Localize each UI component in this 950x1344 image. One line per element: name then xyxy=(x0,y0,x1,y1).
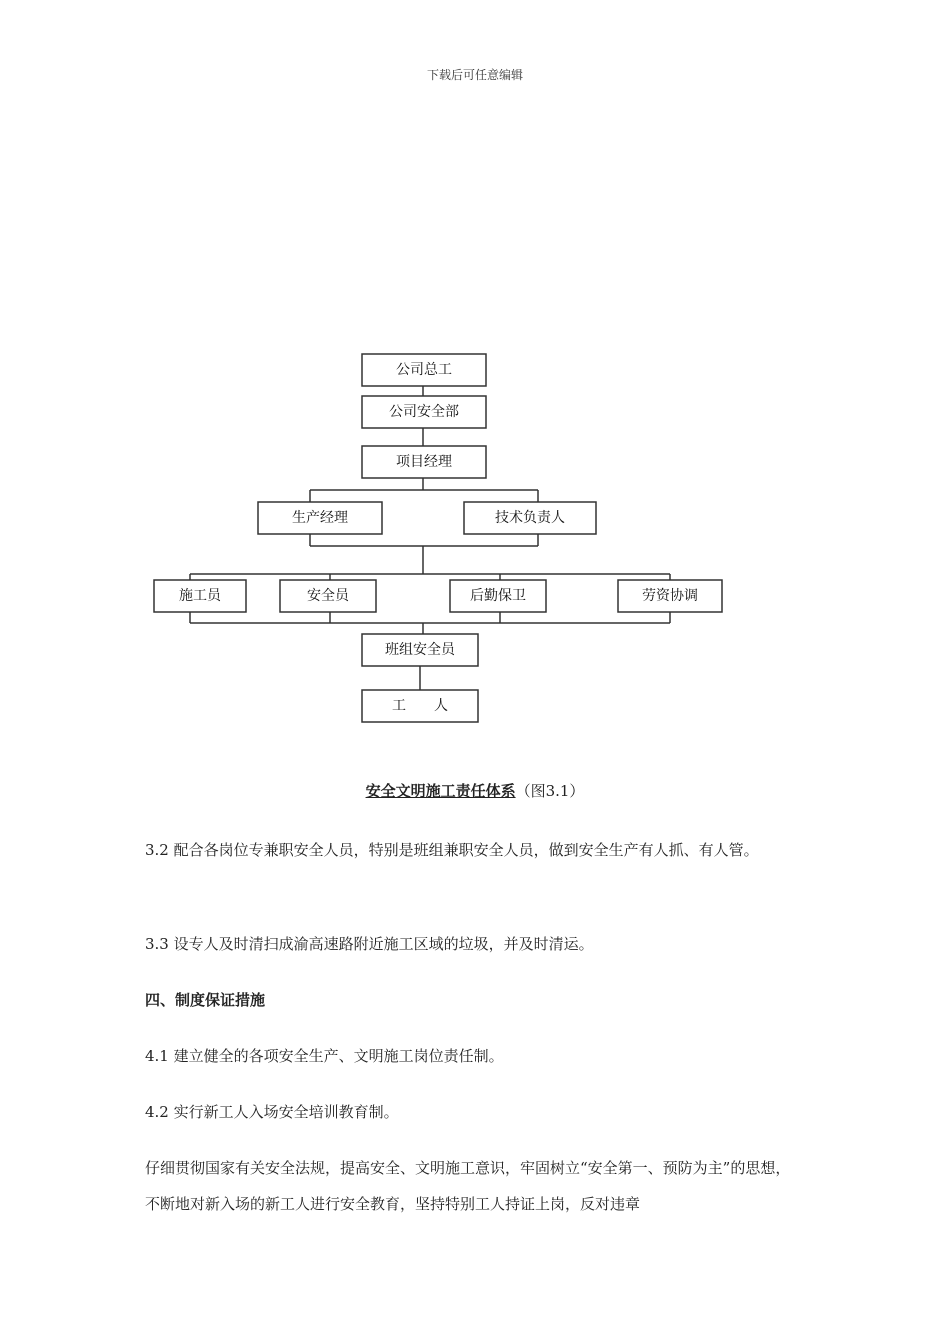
node-chief-engineer xyxy=(362,354,486,386)
caption-figure-ref: （图3.1） xyxy=(515,782,585,800)
node-safety-officer xyxy=(280,580,376,612)
node-workers xyxy=(362,690,478,722)
paragraph-3-3: 3.3 设专人及时清扫成渝高速路附近施工区域的垃圾，并及时清运。 xyxy=(145,935,594,953)
node-label: 施工员 xyxy=(179,588,221,604)
paragraph-body: 仔细贯彻国家有关安全法规，提高安全、文明施工意识，牢固树立“安全第一、预防为主”的思想，不断地对新入场的新工人进行安全教育，坚持特别工人持证上岗，反对违章 xyxy=(145,1159,791,1213)
node-label: 工 人 xyxy=(392,698,448,714)
header-note: 下载后可任意编辑 xyxy=(426,68,523,82)
node-constructor xyxy=(154,580,246,612)
caption-title: 安全文明施工责任体系 xyxy=(365,782,516,800)
node-label: 公司安全部 xyxy=(389,404,459,420)
node-production-manager xyxy=(258,502,382,534)
node-labor-coordination xyxy=(618,580,722,612)
node-label: 班组安全员 xyxy=(385,642,455,658)
paragraph-3-2: 3.2 配合各岗位专兼职安全人员，特别是班组兼职安全人员，做到安全生产有人抓、有人管。 xyxy=(145,841,759,859)
paragraph-4-2: 4.2 实行新工人入场安全培训教育制。 xyxy=(145,1103,399,1121)
node-safety-dept xyxy=(362,396,486,428)
org-chart xyxy=(0,340,950,740)
node-team-safety-officer xyxy=(362,634,478,666)
node-label: 后勤保卫 xyxy=(470,588,526,604)
node-label: 生产经理 xyxy=(292,510,348,526)
node-label: 技术负责人 xyxy=(495,510,565,526)
node-label: 安全员 xyxy=(307,588,349,604)
node-label: 公司总工 xyxy=(396,362,452,378)
node-project-manager xyxy=(362,446,486,478)
node-label: 劳资协调 xyxy=(642,588,698,604)
node-label: 项目经理 xyxy=(396,454,452,470)
node-technical-lead xyxy=(464,502,596,534)
paragraph-4-1: 4.1 建立健全的各项安全生产、文明施工岗位责任制。 xyxy=(145,1047,504,1065)
section-4-heading: 四、制度保证措施 xyxy=(145,991,266,1009)
node-logistics-security xyxy=(450,580,546,612)
figure-caption xyxy=(0,780,950,801)
